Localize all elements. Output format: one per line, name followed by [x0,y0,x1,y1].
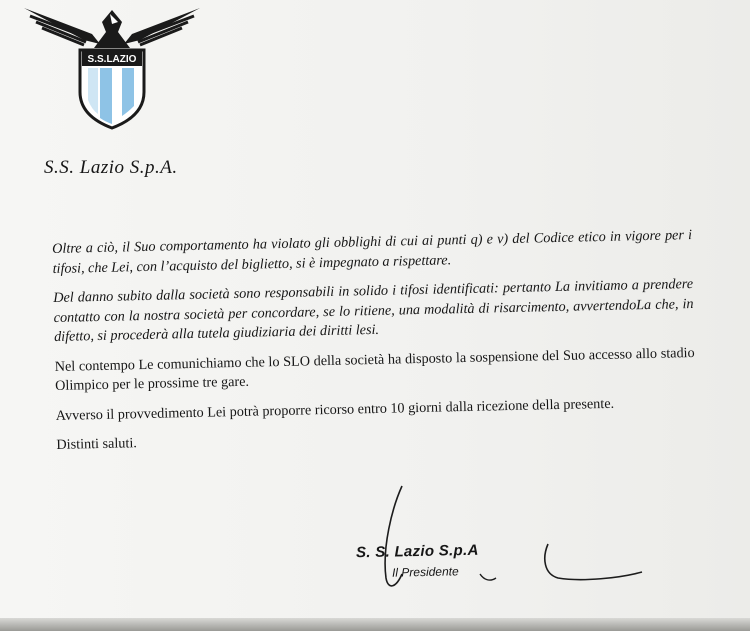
ss-lazio-crest-logo [22,0,202,132]
paragraph-suspension: Nel contempo Le comunichiamo che lo SLO della società ha disposto la sospensione del Suo accesso allo stadio Olimpico per le prossime tre gare. [54,344,695,394]
handwritten-signature [330,478,650,598]
paragraph-code-of-ethics: Oltre a ciò, il Suo comportamento ha violato gli obblighi di cui ai punti q) e v) del Codice etico in vigore per i tifosi, che Lei, con l’acquisto del biglietto, si è impegnato a rispettare. [52,227,693,277]
letter-body [52,226,697,465]
paragraph-closing: Distinti saluti. [56,435,138,453]
company-name: S.S. Lazio S.p.A. [44,157,178,178]
scan-edge [0,618,750,631]
crest-text: S.S.LAZIO [87,54,137,65]
signature-company: S. S. Lazio S.p.A [355,541,479,562]
paragraph-appeal: Avverso il provvedimento Lei potrà proporre ricorso entro 10 giorni dalla ricezione della presente. [55,395,615,424]
signature-role: Il Presidente [391,564,459,580]
paragraph-damages: Del danno subito dalla società sono responsabili in solido i tifosi identificati: pertanto La invitiamo a prendere contatto con la nostra società per concordare, se lo ritiene, una modalità di risarcimento, avvertendoLa che, in difetto, si procederà alla tutela giudiziaria dei diritti lesi. [53,276,694,345]
